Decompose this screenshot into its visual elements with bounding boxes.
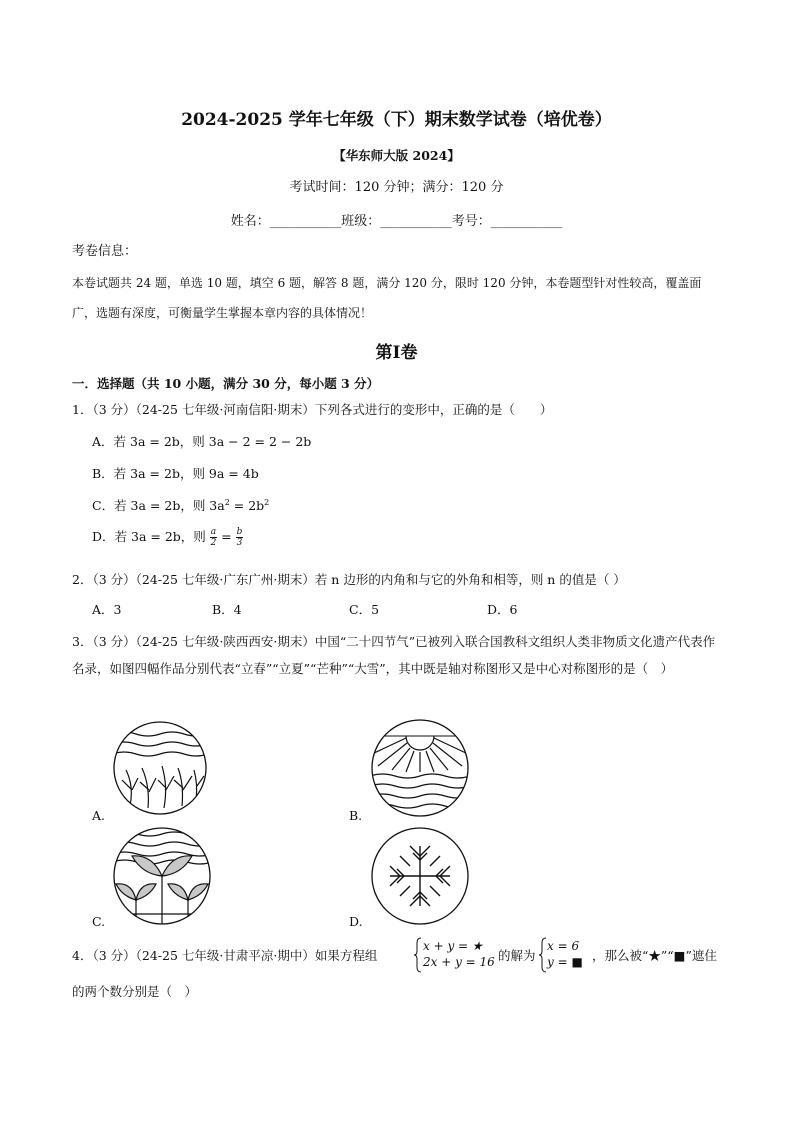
q3-option-a: A. [92, 808, 106, 823]
edition-label: 【华东师大版 2024】 [333, 148, 460, 163]
q2-stem: 2．（3 分）（24-25 七年级·广东广州·期末）若 n 边形的内角和与它的外角和相等，则 n 的值是（ ） [72, 572, 626, 587]
q3-figure-c [112, 826, 212, 926]
exam-title: 2024-2025 学年七年级（下）期末数学试卷（培优卷） [181, 110, 612, 130]
q2-option-a: A．3 [92, 602, 122, 617]
intro-heading: 考卷信息： [72, 244, 138, 259]
frac-den: 2 [210, 538, 217, 548]
exam-time: 考试时间：120 分钟；满分：120 分 [289, 180, 504, 195]
q3-figure-a [112, 720, 208, 816]
q3-stem: 3．（3 分）（24-25 七年级·陕西西安·期末）中国“二十四节气”已被列入联合国教科文组织人类非物质文化遗产代表作名录，如图四幅作品分别代表“立春”“立夏”“芒种”“大雪”，其中既是轴对称图形又是中心对称图形的是（ ） [72, 634, 716, 676]
q4-solution [547, 938, 583, 970]
part-title: 第Ⅰ卷 [375, 343, 418, 363]
q1-option-c-sup-b: 2 [264, 497, 270, 507]
q2-option-c: C．5 [349, 602, 380, 617]
q3-option-c: C. [92, 914, 106, 929]
frac-den: 3 [236, 538, 243, 548]
q4-sol1: x = 6 [547, 939, 580, 953]
q1-option-d-pre: D．若 3a = 2b，则 [92, 529, 206, 544]
student-info: 姓名：___________班级：___________考号：___________ [230, 214, 563, 229]
q1-option-d [92, 527, 243, 548]
q1-option-c-mid: = 2b [229, 498, 265, 513]
q3-option-d: D. [349, 914, 363, 929]
q4-sol2: y = ■ [547, 955, 583, 969]
q1-option-b: B．若 3a = 2b，则 9a = 4b [92, 466, 259, 481]
q3-figure-d [370, 826, 470, 926]
q4-solution-brace [539, 937, 547, 973]
q3-figure-b [370, 718, 470, 818]
q1-option-d-eq: = [221, 529, 232, 544]
section-heading: 一．选择题（共 10 小题，满分 30 分，每小题 3 分） [72, 376, 380, 391]
frac-num: b [236, 527, 243, 537]
frac-num: a [210, 527, 217, 537]
q4-stem-mid: 的解为 [498, 948, 536, 963]
q4-stem-pre: 4．（3 分）（24-25 七年级·甘肃平凉·期中）如果方程组 [72, 948, 378, 963]
q1-option-c [92, 496, 269, 514]
q1-frac-left [210, 527, 217, 548]
q4-eq2: 2x + y = 16 [423, 955, 495, 969]
q4-stem-line2: 的两个数分别是（ ） [72, 984, 198, 999]
q2-option-d: D．6 [487, 602, 518, 617]
q1-frac-right [236, 527, 244, 548]
q4-system-brace [414, 937, 422, 973]
q1-stem: 1．（3 分）（24-25 七年级·河南信阳·期末）下列各式进行的变形中，正确的是（ ） [72, 402, 553, 417]
intro-text: 本卷试题共 24 题，单选 10 题，填空 6 题，解答 8 题，满分 120 分，限时 120 分钟，本卷题型针对性较高，覆盖面广，选题有深度，可衡量学生掌握本章内容的具体情况！ [72, 276, 702, 320]
q4-stem-post: ，那么被“★”“■”遮住 [592, 948, 717, 963]
q1-option-c-sup-a: 2 [224, 497, 230, 507]
q3-option-b: B. [349, 808, 363, 823]
q2-option-b: B．4 [212, 602, 242, 617]
q1-option-a: A．若 3a = 2b，则 3a − 2 = 2 − 2b [92, 434, 312, 449]
q1-option-c-pre: C．若 3a = 2b，则 3a [92, 498, 225, 513]
q4-system-equations [423, 938, 495, 970]
q4-eq1: x + y = ★ [423, 939, 483, 953]
